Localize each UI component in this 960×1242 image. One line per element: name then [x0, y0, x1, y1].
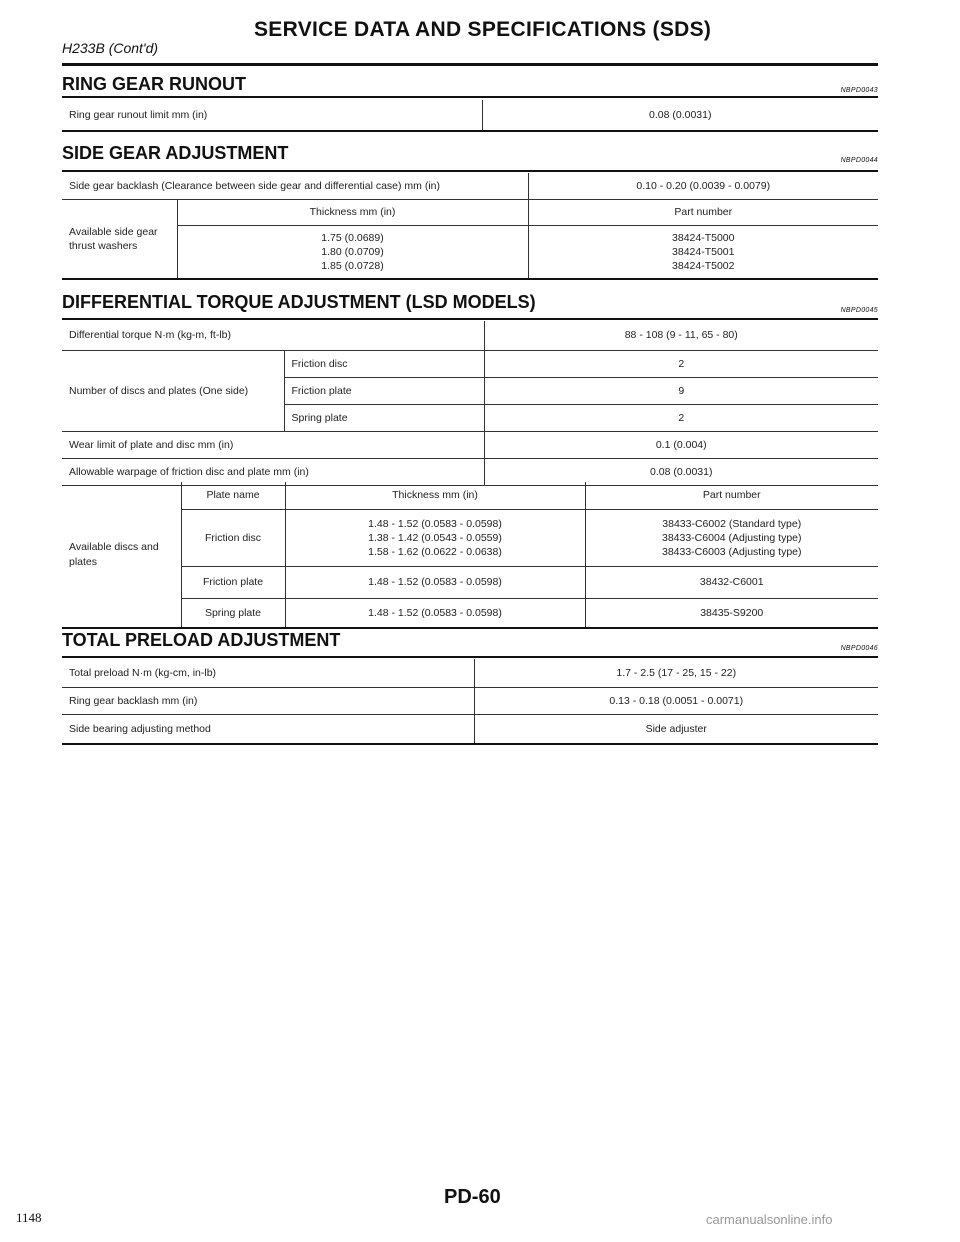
section-code-ring-gear-runout: NBPD0043: [840, 87, 878, 94]
table-cell-thicknesses: [177, 226, 528, 280]
table-row: [62, 510, 878, 567]
table-row: [62, 567, 878, 599]
table-cell-value: Side adjuster: [474, 715, 878, 745]
table-cell-label: Ring gear runout limit mm (in): [62, 100, 482, 131]
section-title-ring-gear-runout: RING GEAR RUNOUT: [62, 74, 246, 94]
column-header-thickness: Thickness mm (in): [177, 200, 528, 226]
section-rule: [62, 170, 878, 172]
column-header-part-number: Part number: [585, 482, 878, 510]
table-cell-value: 2: [484, 351, 878, 378]
table-row: [62, 226, 878, 280]
thickness-value: 1.38 - 1.42 (0.0543 - 0.0559): [368, 531, 502, 544]
section-code-diff-torque: NBPD0045: [840, 307, 878, 314]
table-cell-value: 9: [484, 378, 878, 405]
page-number: 1148: [16, 1210, 42, 1225]
thickness-value: 1.48 - 1.52 (0.0583 - 0.0598): [285, 599, 585, 629]
column-header-plate-name: Plate name: [181, 482, 285, 510]
diff-torque-table: [62, 321, 878, 486]
table-row: [62, 482, 878, 510]
table-cell-plate-name: Friction disc: [181, 510, 285, 567]
part-number: 38424-T5002: [672, 260, 735, 273]
table-cell-label: Available side gear thrust washers: [62, 200, 177, 280]
table-cell-parts: [528, 226, 878, 280]
table-cell-label: Available discs and plates: [62, 482, 181, 628]
part-number: 38424-T5000: [672, 231, 735, 244]
total-preload-table: [62, 659, 878, 745]
table-cell-value: 0.13 - 0.18 (0.0051 - 0.0071): [474, 688, 878, 715]
table-cell-value: 0.08 (0.0031): [484, 459, 878, 486]
page-code: PD-60: [444, 1186, 501, 1208]
section-title-diff-torque: DIFFERENTIAL TORQUE ADJUSTMENT (LSD MODELS): [62, 292, 536, 312]
thickness-value: 1.58 - 1.62 (0.0622 - 0.0638): [368, 546, 502, 559]
section-rule: [62, 318, 878, 320]
section-rule: [62, 96, 878, 98]
table-cell-subitem: Spring plate: [284, 405, 484, 432]
table-cell-parts: [585, 510, 878, 567]
available-discs-table: [62, 482, 878, 629]
table-cell-value: 0.08 (0.0031): [482, 100, 878, 131]
table-row: [62, 100, 878, 131]
table-row: [62, 715, 878, 745]
table-cell-thicknesses: [285, 510, 585, 567]
part-number: 38432-C6001: [585, 567, 878, 599]
part-number: 38433-C6004 (Adjusting type): [661, 531, 802, 544]
part-number: 38424-T5001: [672, 245, 735, 258]
table-cell-subitem: Friction disc: [284, 351, 484, 378]
watermark: carmanualsonline.info: [706, 1212, 833, 1227]
column-header-thickness: Thickness mm (in): [285, 482, 585, 510]
thickness-value: 1.75 (0.0689): [321, 231, 384, 244]
table-row: [62, 659, 878, 688]
thickness-value: 1.48 - 1.52 (0.0583 - 0.0598): [285, 567, 585, 599]
part-number: 38433-C6003 (Adjusting type): [661, 546, 802, 559]
table-cell-plate-name: Friction plate: [181, 567, 285, 599]
table-row: [62, 200, 878, 226]
section-rule: [62, 656, 878, 658]
thickness-value: 1.48 - 1.52 (0.0583 - 0.0598): [368, 517, 502, 530]
section-title-side-gear: SIDE GEAR ADJUSTMENT: [62, 143, 289, 163]
table-cell-value: 0.10 - 0.20 (0.0039 - 0.0079): [528, 173, 878, 200]
table-row: [62, 321, 878, 351]
part-number: 38435-S9200: [585, 599, 878, 629]
page-subtitle: H233B (Cont'd): [62, 40, 159, 56]
section-code-side-gear: NBPD0044: [840, 157, 878, 164]
table-cell-value: 2: [484, 405, 878, 432]
section-title-total-preload: TOTAL PRELOAD ADJUSTMENT: [62, 630, 341, 650]
table-row: [62, 173, 878, 200]
table-cell-subitem: Friction plate: [284, 378, 484, 405]
table-row: [62, 432, 878, 459]
table-row: [62, 351, 878, 378]
table-cell-label: Wear limit of plate and disc mm (in): [62, 432, 484, 459]
header-rule: [62, 63, 878, 66]
ring-gear-runout-table: [62, 100, 878, 132]
table-cell-plate-name: Spring plate: [181, 599, 285, 629]
page-title: SERVICE DATA AND SPECIFICATIONS (SDS): [254, 18, 712, 41]
table-cell-value: 0.1 (0.004): [484, 432, 878, 459]
table-cell-label: Differential torque N·m (kg-m, ft-lb): [62, 321, 484, 351]
table-cell-value: 88 - 108 (9 - 11, 65 - 80): [484, 321, 878, 351]
table-cell-value: 1.7 - 2.5 (17 - 25, 15 - 22): [474, 659, 878, 688]
table-row: [62, 599, 878, 629]
thickness-value: 1.80 (0.0709): [321, 245, 384, 258]
table-row: [62, 688, 878, 715]
table-cell-label: Side bearing adjusting method: [62, 715, 474, 745]
table-cell-label: Number of discs and plates (One side): [62, 351, 284, 432]
side-gear-table: [62, 173, 878, 280]
table-cell-label: Side gear backlash (Clearance between side gear and differential case) mm (in): [62, 173, 528, 200]
table-cell-label: Allowable warpage of friction disc and plate mm (in): [62, 459, 484, 486]
table-cell-label: Ring gear backlash mm (in): [62, 688, 474, 715]
thickness-value: 1.85 (0.0728): [321, 260, 384, 273]
column-header-part-number: Part number: [528, 200, 878, 226]
section-code-total-preload: NBPD0046: [840, 645, 878, 652]
table-cell-label: Total preload N·m (kg-cm, in-lb): [62, 659, 474, 688]
part-number: 38433-C6002 (Standard type): [662, 517, 802, 530]
